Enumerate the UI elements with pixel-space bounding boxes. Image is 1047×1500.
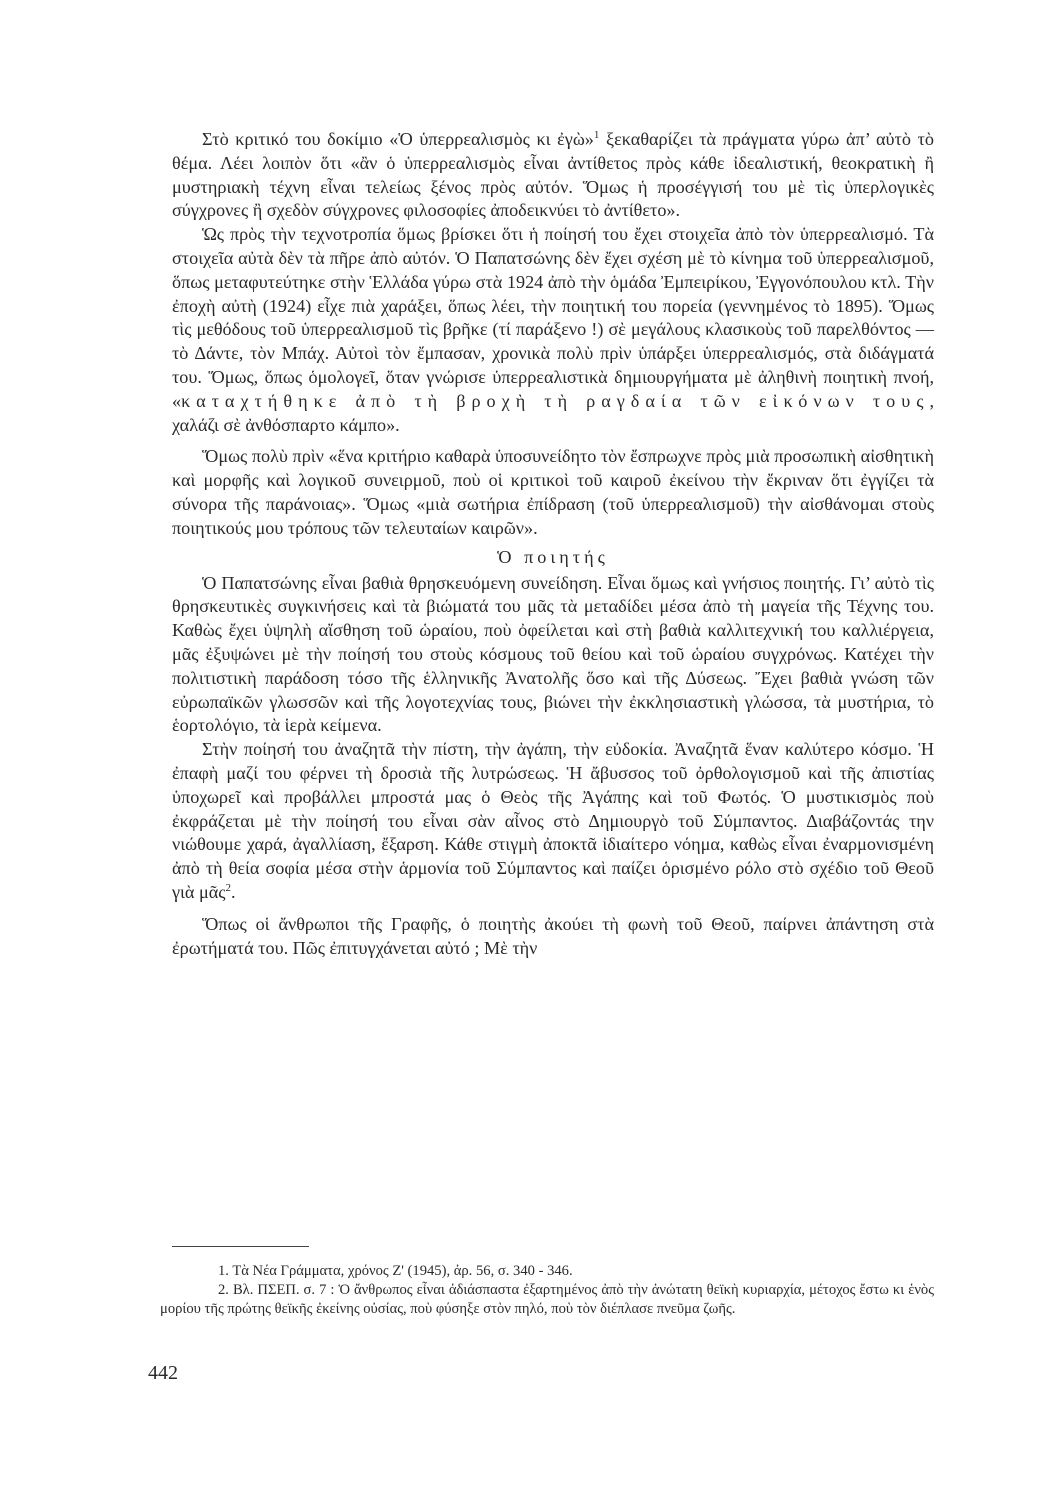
footnotes xyxy=(160,1262,934,1319)
paragraph-6: Ὅπως οἱ ἄνθρωποι τῆς Γραφῆς, ὁ ποιητὴς ἀκούει τὴ φωνὴ τοῦ Θεοῦ, παίρνει ἀπάντηση στὰ ἐρωτήματά του. Πῶς ἐπιτυγχάνεται αὐτό ; Μὲ τὴν xyxy=(172,913,934,958)
paragraph-4: Ὁ Παπατσώνης εἶναι βαθιὰ θρησκευόμενη συνείδηση. Εἶναι ὅμως καὶ γνήσιος ποιητής. Γι’ αὐτὸ τὶς θρησκευτικὲς συγκινήσεις καὶ τὰ βιώματά του μᾶς τὰ μεταδίδει μέσα ἀπὸ τὴ μαγεία τῆς Τέχνης του. Καθὼς ἔχει ὑψηλὴ αἴσθηση τοῦ ὡραίου, ποὺ ὀφείλεται καὶ στὴ βαθιὰ καλλιτεχνική του καλλιέργεια, μᾶς ἐξυψώνει μὲ τὴν ποίησή του στοὺς κόσμους τοῦ θείου καὶ τοῦ ὡραίου συγχρόνως. Κατέχει τὴν πολιτιστικὴ παράδοση τόσο τῆς ἑλληνικῆς Ἀνατολῆς ὅσο καὶ τῆς Δύσεως. Ἔχει βαθιὰ γνώση τῶν εὐρωπαϊκῶν γλωσσῶν καὶ τῆς λογοτεχνίας τους, βιώνει τὴν ἐκκλησιαστικὴ γλώσσα, τὰ μυστήρια, τὸ ἑορτολόγιο, τὰ ἱερὰ κείμενα. xyxy=(172,572,934,736)
page-number: 442 xyxy=(148,1362,178,1384)
spaced-quote: καταχτήθηκε ἀπὸ τὴ βροχὴ τὴ ραγδαία τῶν εἰκόνων τους xyxy=(181,390,930,411)
footnote-rule xyxy=(172,1246,309,1247)
footnote-ref-1: 1 xyxy=(593,128,600,141)
main-text xyxy=(172,128,934,960)
footnote-2: 2. Βλ. ΠΣΕΠ. σ. 7 : Ὁ ἄνθρωπος εἶναι ἀδιάσπαστα ἐξαρτημένος ἀπὸ τὴν ἀνώτατη θεϊκὴ κυριαρχία, μέτοχος ἔστω κι ἑνὸς μορίου τῆς πρώτης θεϊκῆς ἐκείνης οὐσίας, ποὺ φύσηξε στὸν πηλό, ποὺ τὸν διέπλασε πνεῦμα ζωῆς. xyxy=(160,1282,934,1317)
paragraph-3: Ὅμως πολὺ πρὶν «ἕνα κριτήριο καθαρὰ ὑποσυνείδητο τὸν ἔσπρωχνε πρὸς μιὰ προσωπικὴ αἰσθητικὴ καὶ μορφῆς καὶ λογικοῦ συνειρμοῦ, ποὺ οἱ κριτικοὶ τοῦ καιροῦ ἐκείνου τὴν ἔκριναν ὅτι ἐγγίζει τὰ σύνορα τῆς παράνοιας». Ὅμως «μιὰ σωτήρια ἐπίδραση (τοῦ ὑπερρεαλισμοῦ) τὴν αἰσθάνομαι στοὺς ποιητικούς μου τρόπους τῶν τελευταίων καιρῶν». xyxy=(172,446,934,538)
paragraph-2: Ὡς πρὸς τὴν τεχνοτροπία ὅμως βρίσκει ὅτι ἡ ποίησή του ἔχει στοιχεῖα ἀπὸ τὸν ὑπερρεαλισμό. Τὰ στοιχεῖα αὐτὰ δὲν τὰ πῆρε ἀπὸ αὐτόν. Ὁ Παπατσώνης δὲν ἔχει σχέση μὲ τὸ κίνημα τοῦ ὑπερρεαλισμοῦ, ὅπως μεταφυτεύτηκε στὴν Ἑλλάδα γύρω στὰ 1924 ἀπὸ τὴν ὁμάδα Ἐμπειρίκου, Ἐγγονόπουλου κτλ. Τὴν ἐποχὴ αὐτὴ (1924) εἶχε πιὰ χαράξει, ὅπως λέει, τὴν ποιητική του πορεία (γεννημένος τὸ 1895). Ὅμως τὶς μεθόδους τοῦ ὑπερρεαλισμοῦ τὶς βρῆκε (τί παράξενο !) σὲ μεγάλους κλασικοὺς τοῦ παρελθόντος —τὸ Δάντε, τὸν Μπάχ. Αὐτοὶ τὸν ἔμπασαν, χρονικὰ πολὺ πρὶν ὑπάρξει ὑπερρεαλισμός, στὰ διδάγματά του. Ὅμως, ὅπως ὁμολογεῖ, ὅταν γνώρισε ὑπερρεαλιστικὰ δημιουργήματα μὲ ἀληθινὴ ποιητικὴ πνοή, «καταχτήθηκε ἀπὸ τὴ βροχὴ τὴ ραγδαία τῶν εἰκόνων τους, χαλάζι σὲ ἀνθόσπαρτο κάμπο». xyxy=(172,224,934,435)
footnote-1: 1. Τὰ Νέα Γράμματα, χρόνος Ζ' (1945), ἀρ. 56, σ. 340 - 346. xyxy=(218,1263,573,1279)
footnote-ref-2: 2 xyxy=(225,881,231,894)
section-heading: Ὁ ποιητής xyxy=(497,546,609,567)
paragraph-5: Στὴν ποίησή του ἀναζητᾶ τὴν πίστη, τὴν ἀγάπη, τὴν εὐδοκία. Ἀναζητᾶ ἕναν καλύτερο κόσμο. Ἡ ἐπαφὴ μαζί του φέρνει τὴ δροσιὰ τῆς λυτρώσεως. Ἡ ἄβυσσος τοῦ ὀρθολογισμοῦ καὶ τῆς ἀπιστίας ὑποχωρεῖ καὶ προβάλλει μπροστά μας ὁ Θεὸς τῆς Ἀγάπης καὶ τοῦ Φωτός. Ὁ μυστικισμὸς ποὺ ἐκφράζεται μὲ τὴν ποίησή του εἶναι σὰν αἶνος στὸ Δημιουργὸ τοῦ Σύμπαντος. Διαβάζοντάς την νιώθουμε χαρά, ἀγαλλίαση, ἔξαρση. Κάθε στιγμὴ ἀποκτᾶ ἰδιαίτερο νόημα, καθὼς εἶναι ἐναρμονισμένη ἀπὸ τὴ θεία σοφία μέσα στὴν ἁρμονία τοῦ Σύμπαντος καὶ παίζει ὁρισμένο ρόλο στὸ σχέδιο τοῦ Θεοῦ γιὰ μᾶς$^2$. xyxy=(172,739,934,902)
paragraph-1: Στὸ κριτικό του δοκίμιο «Ὁ ὑπερρεαλισμὸς κι ἐγὼ»$^1$ ξεκαθαρίζει τὰ πράγματα γύρω ἀπ’ αὐτὸ τὸ θέμα. Λέει λοιπὸν ὅτι «ἂν ὁ ὑπερρεαλισμὸς εἶναι ἀντίθετος πρὸς κάθε ἰδεαλιστική, θεοκρατικὴ ἢ μυστηριακὴ τέχνη εἶναι τελείως ξένος πρὸς αὐτόν. Ὅμως ἡ προσέγγισή του μὲ τὶς ὑπερλογικὲς σύγχρονες ἢ σχεδὸν σύγχρονες φιλοσοφίες ἀποδεικνύει τὸ ἀντίθετο». xyxy=(172,128,934,221)
